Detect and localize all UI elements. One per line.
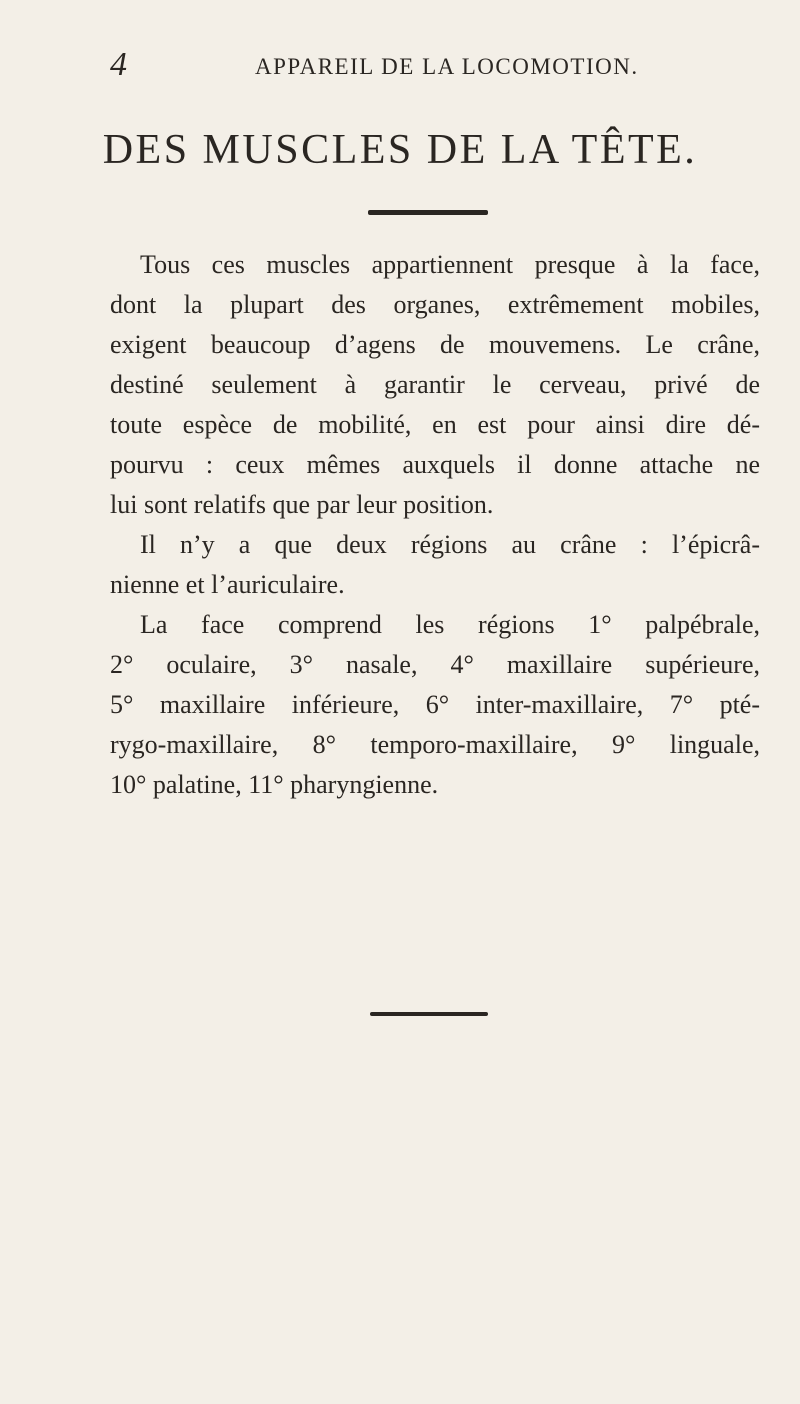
text-line: exigent beaucoup d’agens de mouvemens. Le crâne, <box>110 330 760 359</box>
text-line: rygo-maxillaire, 8° temporo-maxillaire, 9° linguale, <box>110 730 760 759</box>
body-text <box>110 245 760 805</box>
text-line: nienne et l’auriculaire. <box>110 570 345 599</box>
text-line: lui sont relatifs que par leur position. <box>110 490 494 519</box>
text-line: La face comprend les régions 1° palpébrale, <box>140 610 760 639</box>
text-line: 10° palatine, 11° pharyngienne. <box>110 770 439 799</box>
running-header <box>110 48 760 88</box>
chapter-title: DES MUSCLES DE LA TÊTE. <box>102 127 698 173</box>
text-line: Tous ces muscles appartiennent presque à la face, <box>140 250 760 279</box>
text-line: destiné seulement à garantir le cerveau, privé de <box>110 370 760 399</box>
text-line: 2° oculaire, 3° nasale, 4° maxillaire supérieure, <box>110 650 760 679</box>
text-line: pourvu : ceux mêmes auxquels il donne attache ne <box>110 450 760 479</box>
running-title: APPAREIL DE LA LOCOMOTION. <box>255 54 639 79</box>
ornamental-rule <box>368 210 488 215</box>
end-rule <box>370 1012 488 1016</box>
text-line: toute espèce de mobilité, en est pour ainsi dire dé- <box>110 410 760 439</box>
text-line: dont la plupart des organes, extrêmement mobiles, <box>110 290 760 319</box>
text-line: 5° maxillaire inférieure, 6° inter-maxillaire, 7° pté- <box>110 690 760 719</box>
page-number: 4 <box>110 46 127 83</box>
text-line: Il n’y a que deux régions au crâne : l’épicrâ- <box>140 530 760 559</box>
